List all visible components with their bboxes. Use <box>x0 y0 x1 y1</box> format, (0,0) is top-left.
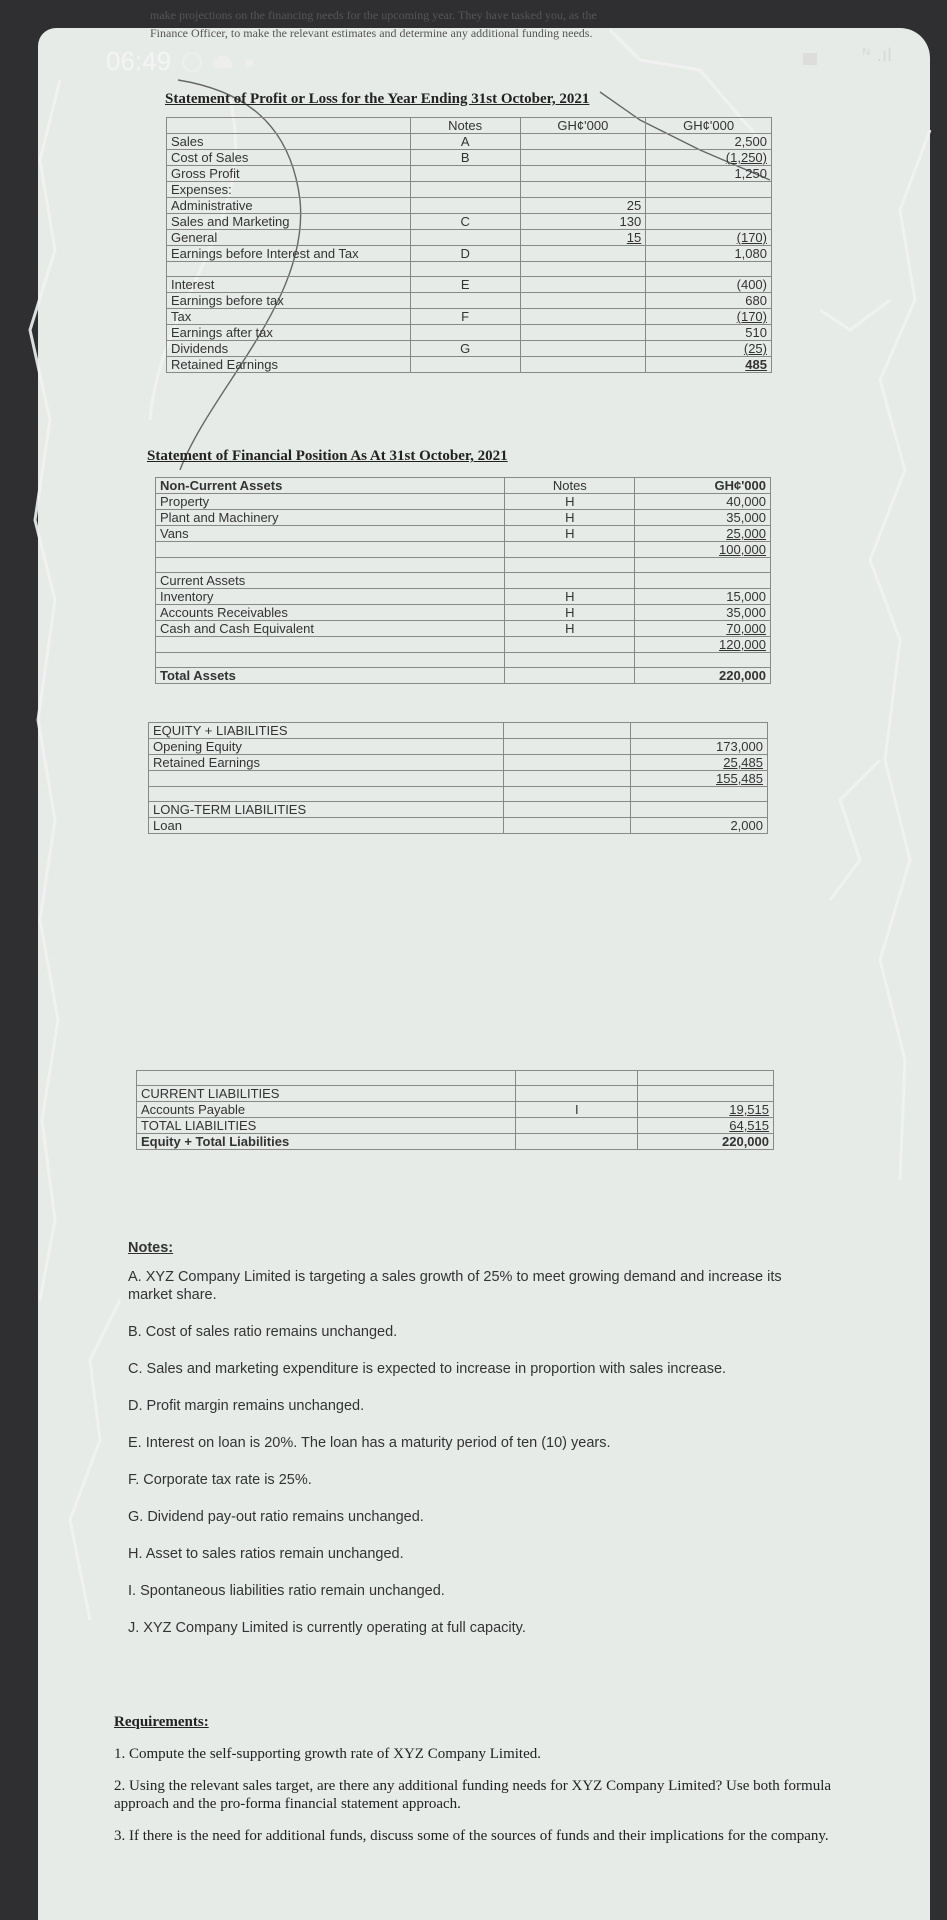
row-note <box>410 325 520 341</box>
row-label <box>167 262 411 277</box>
row-value-2: (170) <box>646 230 772 246</box>
row-label <box>156 637 505 653</box>
row-label: Tax <box>167 309 411 325</box>
row-note <box>410 166 520 182</box>
fp-title: Statement of Financial Position As At 31st October, 2021 <box>147 448 508 464</box>
header-notes: Notes <box>505 478 635 494</box>
row-note: H <box>505 526 635 542</box>
row-label: Dividends <box>167 341 411 357</box>
row-label: Inventory <box>156 589 505 605</box>
row-value-1 <box>520 325 646 341</box>
row-value-1 <box>520 166 646 182</box>
header-notes: Notes <box>410 118 520 134</box>
requirement-item: 1. Compute the self-supporting growth rate of XYZ Company Limited. <box>114 1746 542 1762</box>
row-value-2: 680 <box>646 293 772 309</box>
ltl-title: LONG-TERM LIABILITIES <box>149 802 504 818</box>
row-note: H <box>505 510 635 526</box>
row-label: General <box>167 230 411 246</box>
row-label: Retained Earnings <box>167 357 411 373</box>
row-label: Plant and Machinery <box>156 510 505 526</box>
row-value-1 <box>520 134 646 150</box>
header-col1: GH¢'000 <box>520 118 646 134</box>
loan-label: Loan <box>149 818 504 834</box>
ap-label: Accounts Payable <box>137 1102 516 1118</box>
equity-title: EQUITY + LIABILITIES <box>149 723 504 739</box>
row-note <box>410 198 520 214</box>
ap-note: I <box>516 1102 638 1118</box>
row-value-1 <box>520 182 646 198</box>
row-note <box>410 262 520 277</box>
requirement-item: 3. If there is the need for additional funds, discuss some of the sources of funds and their implications for the company. <box>114 1828 829 1844</box>
row-value: 25,000 <box>635 526 771 542</box>
note-item: H. Asset to sales ratios remain unchanged. <box>128 1546 404 1562</box>
requirement-item: 2. Using the relevant sales target, are there any additional funding needs for XYZ Company Limited? Use both formula approach and the pro-forma financial statement approach. <box>114 1778 832 1812</box>
signal-icon: ᴺ .ıl <box>862 45 892 66</box>
row-value: 173,000 <box>631 739 768 755</box>
notes-title: Notes: <box>128 1240 174 1256</box>
note-item: J. XYZ Company Limited is currently operating at full capacity. <box>128 1620 526 1636</box>
row-note <box>410 230 520 246</box>
table-row <box>149 755 768 771</box>
table-row <box>149 739 768 755</box>
liabilities-table <box>136 1070 774 1150</box>
row-note: C <box>410 214 520 230</box>
row-value-2: (400) <box>646 277 772 293</box>
table-row <box>156 510 771 526</box>
cloud-icon <box>210 54 236 70</box>
clock: 06:49 <box>106 46 172 76</box>
table-row <box>167 341 772 357</box>
row-value-2: (1,250) <box>646 150 772 166</box>
row-value: 15,000 <box>635 589 771 605</box>
row-label: Accounts Receivables <box>156 605 505 621</box>
row-label: Retained Earnings <box>149 755 504 771</box>
row-label: Interest <box>167 277 411 293</box>
note-item: I. Spontaneous liabilities ratio remain unchanged. <box>128 1583 445 1599</box>
note-item: C. Sales and marketing expenditure is expected to increase in proportion with sales increase. <box>128 1361 727 1377</box>
row-value-1 <box>520 341 646 357</box>
row-label: Administrative <box>167 198 411 214</box>
table-row <box>167 262 772 277</box>
row-value-2: 510 <box>646 325 772 341</box>
row-label: Expenses: <box>167 182 411 198</box>
table-row <box>167 357 772 373</box>
row-label <box>156 542 505 558</box>
current-title: Current Assets <box>156 573 505 589</box>
row-note: H <box>505 621 635 637</box>
total-liab-value: 64,515 <box>638 1118 774 1134</box>
equity-table <box>148 722 768 834</box>
header-amount: GH¢'000 <box>635 478 771 494</box>
row-note <box>410 293 520 309</box>
row-note: F <box>410 309 520 325</box>
table-row <box>156 542 771 558</box>
row-value-1 <box>520 293 646 309</box>
row-note <box>410 182 520 198</box>
non-current-title: Non-Current Assets <box>156 478 505 494</box>
row-label: Cost of Sales <box>167 150 411 166</box>
row-value: 100,000 <box>635 542 771 558</box>
page-top-text: make projections on the financing needs for the upcoming year. They have tasked you, as the <box>150 8 597 22</box>
whatsapp-icon <box>180 50 204 74</box>
note-item: A. XYZ Company Limited is targeting a sales growth of 25% to meet growing demand and increase its market share. <box>128 1269 782 1303</box>
table-row <box>167 166 772 182</box>
table-row <box>156 637 771 653</box>
row-note: B <box>410 150 520 166</box>
row-value-1: 15 <box>520 230 646 246</box>
row-value-2 <box>646 182 772 198</box>
total-assets-value: 220,000 <box>635 668 771 684</box>
notes-section <box>128 1240 828 1656</box>
row-note <box>410 357 520 373</box>
row-label: Sales and Marketing <box>167 214 411 230</box>
row-label: Cash and Cash Equivalent <box>156 621 505 637</box>
table-row <box>167 182 772 198</box>
table-row <box>167 309 772 325</box>
requirements-title: Requirements: <box>114 1714 209 1730</box>
row-note: H <box>505 589 635 605</box>
table-row <box>167 198 772 214</box>
row-value-1: 25 <box>520 198 646 214</box>
row-value: 120,000 <box>635 637 771 653</box>
dot-icon <box>244 58 254 68</box>
alarm-icon <box>800 48 820 68</box>
row-value-2: 485 <box>646 357 772 373</box>
table-row <box>167 246 772 262</box>
row-value-1: 130 <box>520 214 646 230</box>
row-value: 70,000 <box>635 621 771 637</box>
row-label: Vans <box>156 526 505 542</box>
row-note: A <box>410 134 520 150</box>
table-row <box>156 526 771 542</box>
row-value-2 <box>646 262 772 277</box>
row-value-2: 1,250 <box>646 166 772 182</box>
row-note: H <box>505 605 635 621</box>
row-value-1 <box>520 277 646 293</box>
row-value-1 <box>520 309 646 325</box>
row-value: 155,485 <box>631 771 768 787</box>
row-note: H <box>505 494 635 510</box>
eq-total-label: Equity + Total Liabilities <box>137 1134 516 1150</box>
table-row <box>156 605 771 621</box>
requirements-section <box>114 1714 834 1859</box>
table-row <box>167 150 772 166</box>
table-row <box>149 771 768 787</box>
fp-table <box>155 477 771 684</box>
row-value-2: 1,080 <box>646 246 772 262</box>
total-assets-label: Total Assets <box>156 668 505 684</box>
row-value-2: 2,500 <box>646 134 772 150</box>
row-value-1 <box>520 262 646 277</box>
note-item: B. Cost of sales ratio remains unchanged. <box>128 1324 398 1340</box>
table-row <box>156 494 771 510</box>
row-label: Sales <box>167 134 411 150</box>
row-value: 35,000 <box>635 510 771 526</box>
table-row <box>156 621 771 637</box>
row-value: 40,000 <box>635 494 771 510</box>
row-note <box>505 542 635 558</box>
row-value-1 <box>520 150 646 166</box>
table-row <box>167 230 772 246</box>
row-label: Earnings after tax <box>167 325 411 341</box>
pl-title: Statement of Profit or Loss for the Year Ending 31st October, 2021 <box>165 91 590 107</box>
row-value-2 <box>646 214 772 230</box>
table-row <box>167 134 772 150</box>
pl-table <box>166 117 772 373</box>
row-label: Opening Equity <box>149 739 504 755</box>
table-row <box>167 277 772 293</box>
ap-value: 19,515 <box>638 1102 774 1118</box>
row-label: Property <box>156 494 505 510</box>
row-label: Earnings before Interest and Tax <box>167 246 411 262</box>
row-value-1 <box>520 357 646 373</box>
row-value: 35,000 <box>635 605 771 621</box>
header-blank <box>167 118 411 134</box>
total-liab-label: TOTAL LIABILITIES <box>137 1118 516 1134</box>
row-value-1 <box>520 246 646 262</box>
table-row <box>156 589 771 605</box>
note-item: G. Dividend pay-out ratio remains unchanged. <box>128 1509 424 1525</box>
header-col2: GH¢'000 <box>646 118 772 134</box>
note-item: D. Profit margin remains unchanged. <box>128 1398 365 1414</box>
row-value: 25,485 <box>631 755 768 771</box>
note-item: E. Interest on loan is 20%. The loan has a maturity period of ten (10) years. <box>128 1435 611 1451</box>
row-value-2: (170) <box>646 309 772 325</box>
row-value-2: (25) <box>646 341 772 357</box>
eq-total-value: 220,000 <box>638 1134 774 1150</box>
page-top-text: Finance Officer, to make the relevant estimates and determine any additional funding needs. <box>150 26 593 40</box>
row-note: G <box>410 341 520 357</box>
row-label: Gross Profit <box>167 166 411 182</box>
row-note: D <box>410 246 520 262</box>
row-note: E <box>410 277 520 293</box>
row-value-2 <box>646 198 772 214</box>
table-row <box>167 325 772 341</box>
row-note <box>505 637 635 653</box>
loan-value: 2,000 <box>631 818 768 834</box>
cl-title: CURRENT LIABILITIES <box>137 1086 516 1102</box>
note-item: F. Corporate tax rate is 25%. <box>128 1472 312 1488</box>
row-label: Earnings before tax <box>167 293 411 309</box>
table-row <box>167 293 772 309</box>
table-row <box>167 214 772 230</box>
row-label <box>149 771 504 787</box>
